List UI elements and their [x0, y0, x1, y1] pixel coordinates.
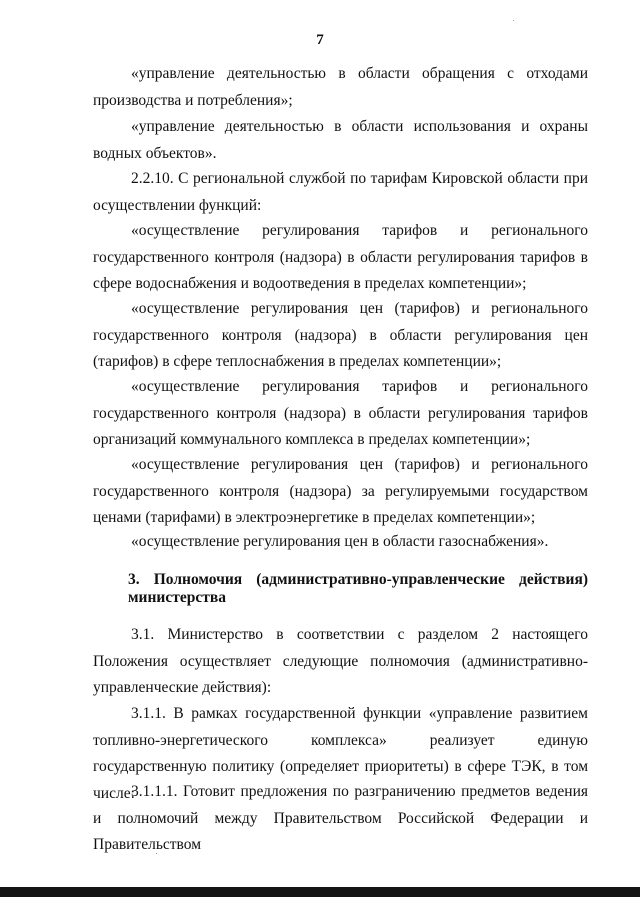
paragraph-text: «осуществление регулирования цен (тарифов) и регионального государственного контроля (надзора) в области регулирования цен (тарифов) в сфере теплоснабжения в пределах компетенции»;	[93, 300, 588, 370]
paragraph-text: 2.2.10. С региональной службой по тарифам Кировской области при осуществлении функций:	[93, 170, 588, 214]
paragraph-text: «осуществление регулирования тарифов и регионального государственного контроля (надзора) в области регулирования тарифов организаций коммунального комплекса в пределах компетенции»;	[93, 378, 588, 448]
paragraph-1	[93, 61, 588, 114]
page-number: 7	[316, 32, 324, 48]
paragraph-text: 3.1.1. В рамках государственной функции «управление развитием топливно-энергетического комплекса» реализует единую государственную политику (определяет приоритеты) в сфере ТЭК, в том числе:	[93, 705, 588, 802]
paragraph-7	[93, 452, 588, 532]
paragraph-text: «управление деятельностью в области использования и охраны водных объектов».	[93, 118, 588, 162]
paragraph-text: «управление деятельностью в области обращения с отходами производства и потребления»;	[93, 65, 588, 109]
paragraph-text: 3.1.1.1. Готовит предложения по разграничению предметов ведения и полномочий между Правительством Российской Федерации и Правительством	[93, 783, 588, 853]
section-heading-text: 3. Полномочия (административно-управленческие действия) министерства	[128, 571, 588, 606]
scan-edge-bar	[0, 887, 640, 897]
section-paragraph-1	[93, 622, 588, 702]
paragraph-3	[93, 166, 588, 219]
scan-speck	[513, 20, 514, 21]
paragraph-text: «осуществление регулирования цен в области газоснабжения».	[131, 533, 549, 550]
paragraph-text: «осуществление регулирования тарифов и регионального государственного контроля (надзора) в области регулирования тарифов в сфере водоснабжения и водоотведения в пределах компетенции»;	[93, 222, 588, 292]
section-paragraph-3	[93, 779, 588, 859]
paragraph-2	[93, 114, 588, 167]
scan-speck	[156, 853, 157, 854]
paragraph-6	[93, 374, 588, 454]
section-heading	[128, 571, 588, 607]
paragraph-text: 3.1. Министерство в соответствии с разделом 2 настоящего Положения осуществляет следующие полномочия (административно-управленческие действия):	[93, 626, 588, 696]
paragraph-text: «осуществление регулирования цен (тарифов) и регионального государственного контроля (надзора) за регулируемыми государством ценами (тарифами) в электроэнергетике в пределах компетенции»;	[93, 456, 588, 526]
paragraph-5	[93, 296, 588, 376]
paragraph-4	[93, 218, 588, 298]
paragraph-8	[93, 529, 588, 556]
